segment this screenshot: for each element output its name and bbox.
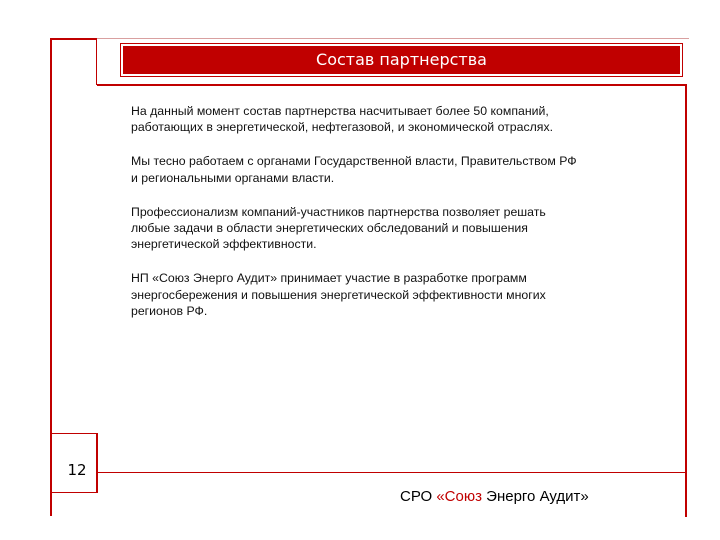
paragraph-government-work: [131, 153, 661, 185]
frame-top-right-line: [97, 38, 689, 39]
paragraph-professionalism: [131, 204, 661, 253]
footer-suffix: Энерго Аудит»: [482, 488, 589, 505]
footer-accent: «Союз: [436, 488, 482, 505]
paragraph-line: работающих в энергетической, нефтегазовой, и экономической отраслях.: [131, 120, 554, 135]
frame-right-line: [685, 84, 687, 517]
paragraph-line: На данный момент состав партнерства насчитывает более 50 компаний,: [131, 104, 549, 118]
paragraph-line: регионов РФ.: [131, 303, 208, 318]
paragraph-line: Мы тесно работаем с органами Государственной власти, Правительством РФ: [131, 154, 577, 169]
frame-content-top-line: [97, 84, 685, 86]
footer-organization: [400, 488, 589, 505]
frame-left-outer-line: [50, 38, 52, 516]
frame-left-inner-line: [96, 40, 97, 85]
paragraph-line: энергосбережения и повышения энергетической эффективности многих: [131, 287, 546, 302]
frame-top-line: [50, 38, 97, 40]
slide-body: [131, 103, 661, 337]
paragraph-line: Профессионализм компаний-участников партнерства позволяет решать: [131, 204, 546, 219]
frame-bottom-divider-line: [97, 472, 685, 473]
frame-bottom-left-line: [50, 492, 97, 493]
paragraph-line: и региональными органами власти.: [131, 170, 335, 185]
frame-bottom-box-right-line: [96, 433, 98, 493]
slide-title: Состав партнерства: [123, 46, 680, 74]
footer-prefix: СРО: [400, 488, 437, 505]
paragraph-line: НП «Союз Энерго Аудит» принимает участие в разработке программ: [131, 271, 527, 286]
frame-bottom-box-top-line: [50, 433, 97, 434]
paragraph-line: энергетической эффективности.: [131, 237, 317, 252]
paragraph-energy-programs: [131, 270, 661, 319]
page-number: 12: [67, 461, 87, 479]
paragraph-partnership-size: [131, 103, 661, 135]
paragraph-line: любые задачи в области энергетических обследований и повышения: [131, 221, 528, 236]
